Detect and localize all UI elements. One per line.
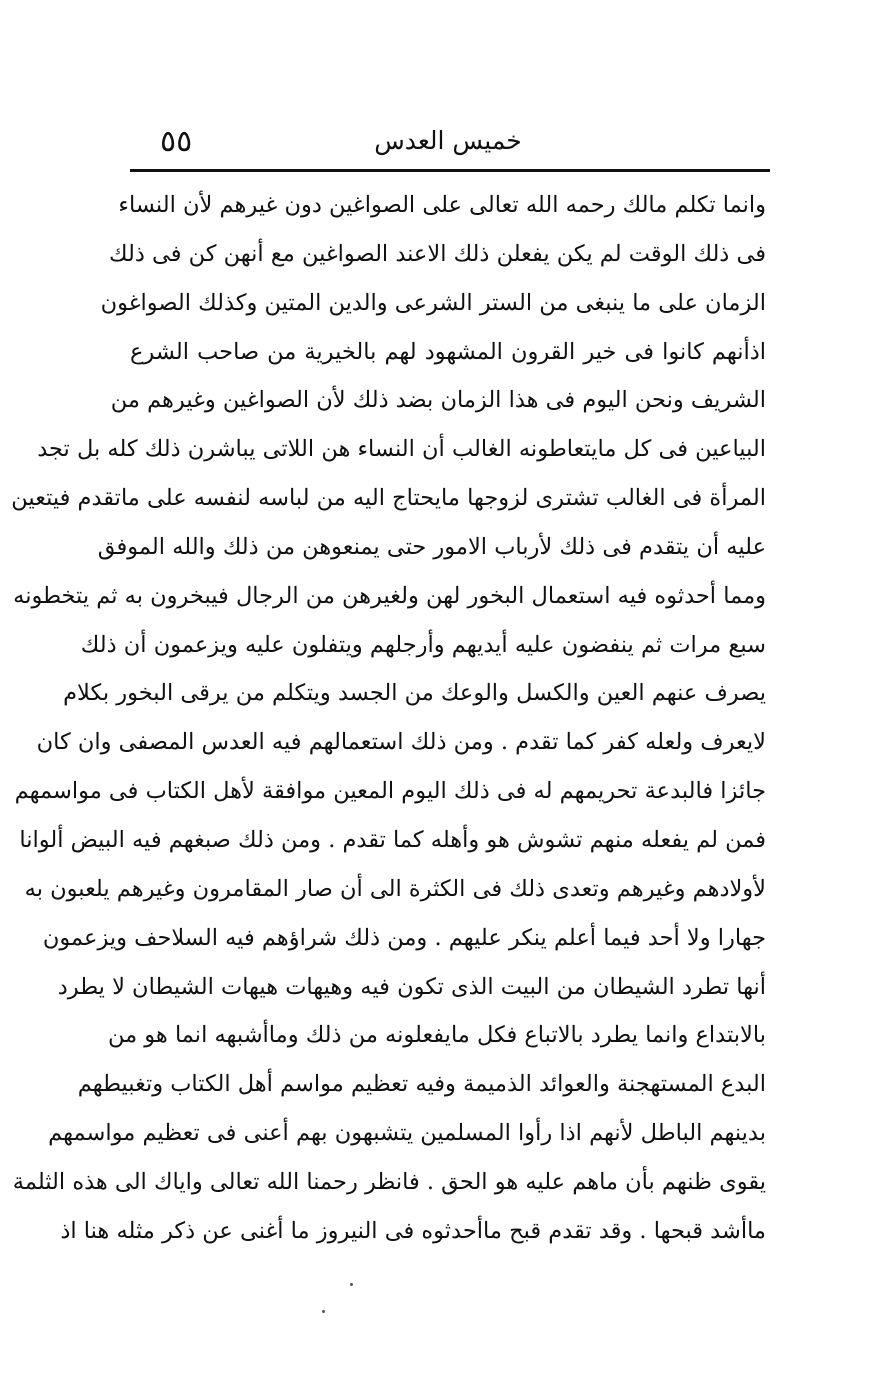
text-line: جهارا ولا أحد فيما أعلم ينكر عليهم . ومن ذلك شراؤهم فيه السلاحف ويزعمون [42,924,766,951]
body-text [11,181,766,1256]
text-line: البدع المستهجنة والعوائد الذميمة وفيه تعظيم مواسم أهل الكتاب وتغبيطهم [77,1071,766,1098]
page-header [130,118,766,168]
print-speck [322,1310,325,1313]
header-rule [130,169,770,172]
text-line: ومما أحدثوه فيه استعمال البخور لهن ولغيرهن من الرجال فيبخرون به ثم يتخطونه [13,582,766,609]
text-line: ماأشد قبحها . وقد تقدم قبح ماأحدثوه فى النيروز ما أغنى عن ذكر مثله هنا اذ [60,1217,766,1244]
text-line: لأولادهم وغيرهم وتعدى ذلك فى الكثرة الى أن صار المقامرون وغيرهم يلعبون به [24,875,766,902]
text-line: عليه أن يتقدم فى ذلك لأرباب الامور حتى يمنعوهن من ذلك والله الموفق [97,533,766,560]
text-line: الشريف ونحن اليوم فى هذا الزمان بضد ذلك لأن الصواغين وغيرهم من [110,387,766,414]
text-line: أنها تطرد الشيطان من البيت الذى تكون فيه وهيهات هيهات الشيطان لا يطرد [57,973,766,1000]
text-line: فمن لم يفعله منهم تشوش هو وأهله كما تقدم . ومن ذلك صبغهم فيه البيض ألوانا [19,826,766,853]
text-line: وانما تكلم مالك رحمه الله تعالى على الصواغين دون غيرهم لأن النساء [118,192,766,218]
text-line: المرأة فى الغالب تشترى لزوجها مايحتاج اليه من لباسه لنفسه على ماتقدم فيتعين [11,485,766,512]
print-speck [350,1283,353,1286]
page-number: ٥٥ [160,124,193,159]
text-line: بدينهم الباطل لأنهم اذا رأوا المسلمين يتشبهون بهم أعنى فى تعظيم مواسمهم [48,1120,766,1147]
text-line: جائزا فالبدعة تحريمهم له فى ذلك اليوم المعين موافقة لأهل الكتاب فى مواسمهم [14,778,766,805]
text-line: اذأنهم كانوا فى خير القرون المشهود لهم بالخيرية من صاحب الشرع [130,338,766,365]
text-line: يصرف عنهم العين والكسل والوعك من الجسد ويتكلم من يرقى البخور بكلام [63,680,766,707]
text-line: لايعرف ولعله كفر كما تقدم . ومن ذلك استعمالهم فيه العدس المصفى وان كان [36,729,766,756]
running-title: خميس العدس [374,126,522,155]
text-line: فى ذلك الوقت لم يكن يفعلن ذلك الاعند الصواغين مع أنهن كن فى ذلك [109,240,766,267]
text-line: بالابتداع وانما يطرد بالاتباع فكل مايفعلونه من ذلك وماأشبهه انما هو من [107,1022,766,1049]
text-line: البياعين فى كل مايتعاطونه الغالب أن النساء هن اللاتى يباشرن ذلك كله بل تجد [37,436,766,463]
text-line: سبع مرات ثم ينفضون عليه أيديهم وأرجلهم ويتفلون عليه ويزعمون أن ذلك [80,631,766,658]
text-line: يقوى ظنهم بأن ماهم عليه هو الحق . فانظر رحمنا الله تعالى واياك الى هذه الثلمة [12,1168,766,1195]
text-line: الزمان على ما ينبغى من الستر الشرعى والدين المتين وكذلك الصواغون [100,289,766,316]
